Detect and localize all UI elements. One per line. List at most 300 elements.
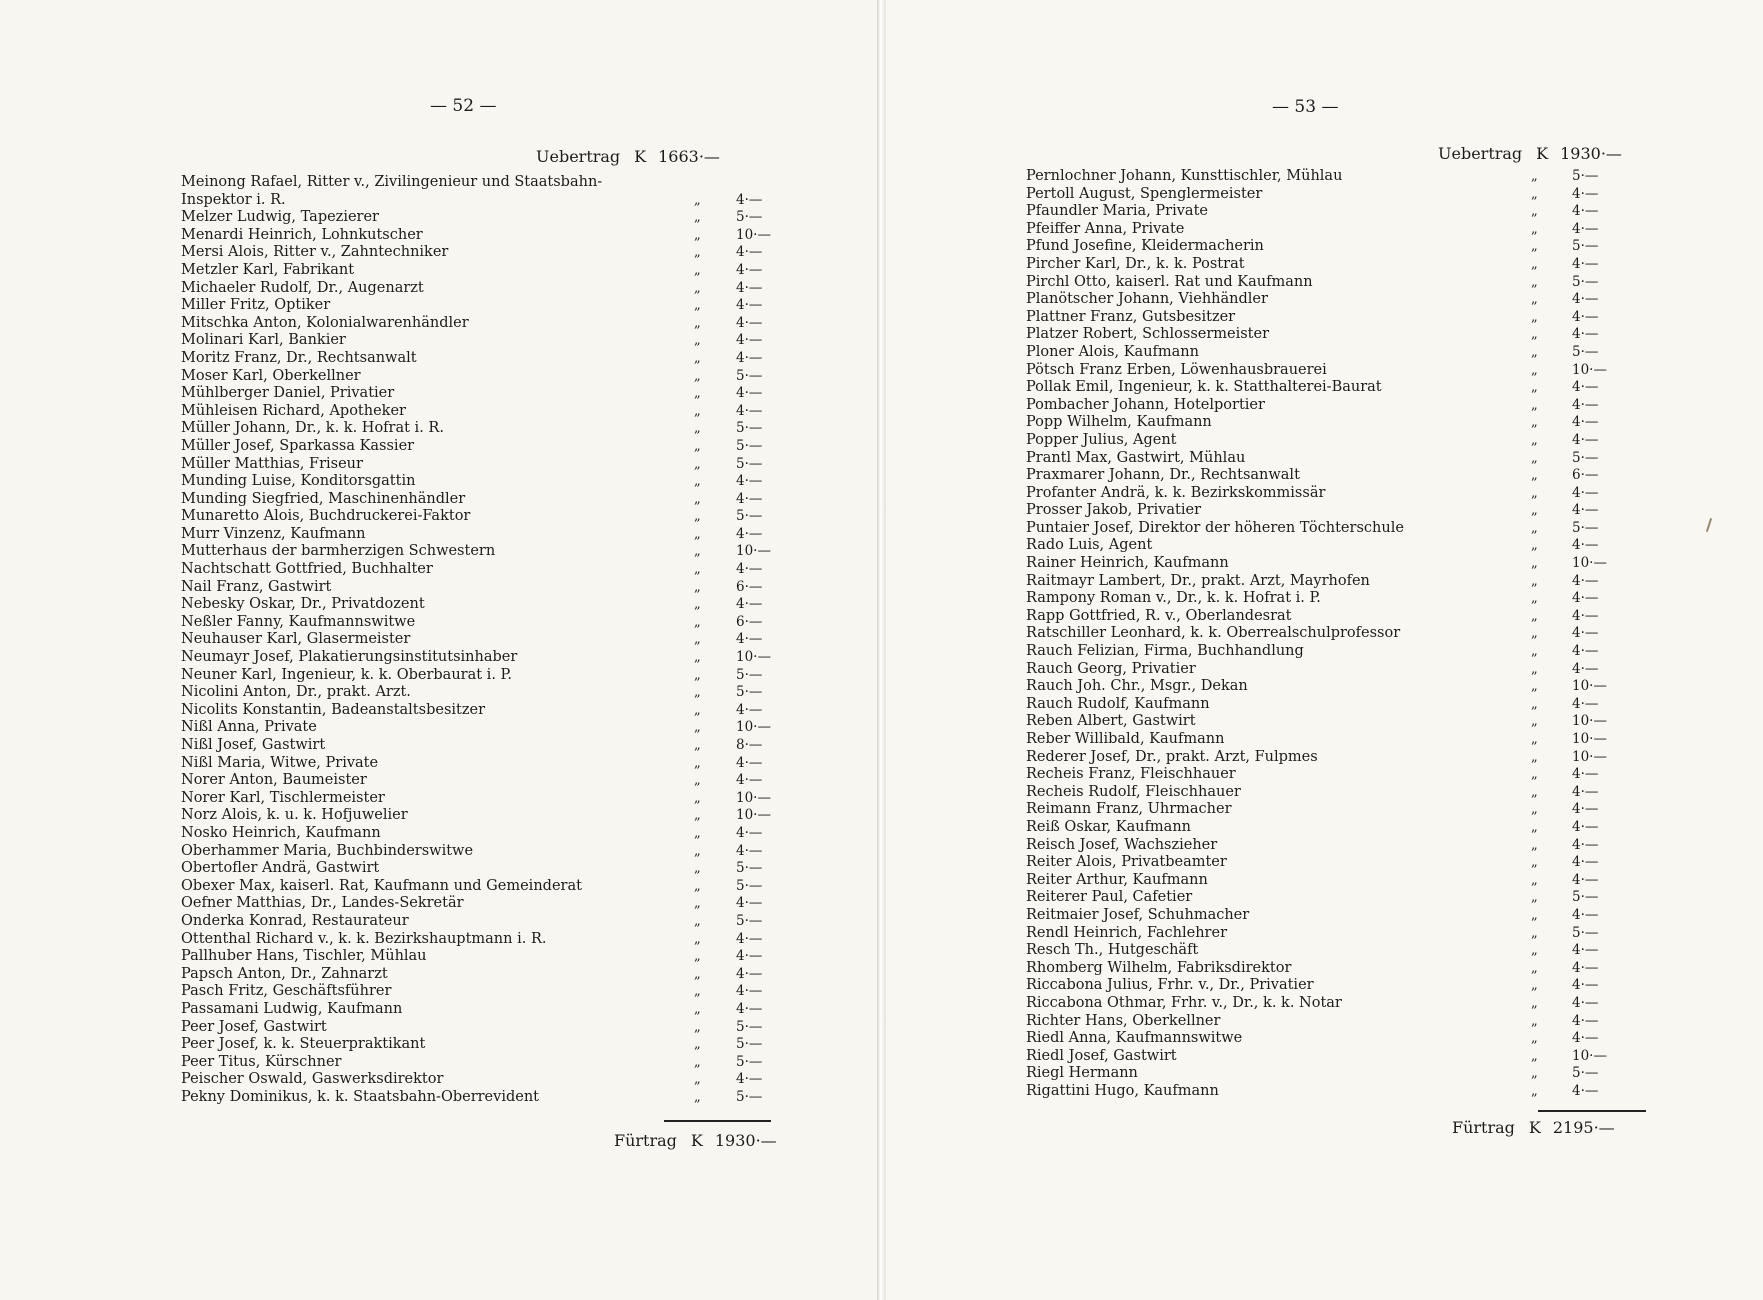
list-item: [181, 755, 821, 773]
donor-name: Rigattini Hugo, Kaufmann: [1026, 1082, 1219, 1099]
donor-name: Michaeler Rudolf, Dr., Augenarzt: [181, 279, 424, 296]
ditto-mark: „: [1531, 327, 1538, 343]
list-item: [181, 350, 821, 368]
ditto-mark: „: [694, 685, 701, 701]
list-item: [181, 244, 821, 262]
ditto-mark: „: [694, 456, 701, 472]
donation-amount: 10·—: [1572, 748, 1607, 765]
donation-amount: 4·—: [1572, 871, 1599, 888]
ditto-mark: „: [1531, 292, 1538, 308]
ditto-mark: „: [694, 350, 701, 366]
list-item: [1026, 221, 1666, 239]
carry-out-label: Fürtrag: [614, 1131, 677, 1150]
donation-amount: 5·—: [736, 666, 763, 683]
donation-amount: 10·—: [1572, 713, 1607, 730]
list-item: [181, 983, 821, 1001]
ditto-mark: „: [1531, 907, 1538, 923]
donation-amount: 10·—: [736, 649, 771, 666]
donation-amount: 4·—: [1572, 783, 1599, 800]
list-item: [181, 913, 821, 931]
ditto-mark: „: [694, 210, 701, 226]
ditto-mark: „: [1531, 485, 1538, 501]
list-item: [181, 543, 821, 561]
donor-name: Munding Siegfried, Maschinenhändler: [181, 490, 466, 507]
ditto-mark: „: [694, 1001, 701, 1017]
ditto-mark: „: [1531, 1048, 1538, 1064]
list-item: [1026, 485, 1666, 503]
donor-name: Pertoll August, Spenglermeister: [1026, 185, 1263, 202]
ditto-mark: „: [694, 984, 701, 1000]
donor-name: Raitmayr Lambert, Dr., prakt. Arzt, Mayrhofen: [1026, 572, 1370, 589]
list-item: [181, 667, 821, 685]
donor-name: Rauch Joh. Chr., Msgr., Dekan: [1026, 678, 1248, 695]
donor-name: Mersi Alois, Ritter v., Zahntechniker: [181, 244, 449, 261]
list-item: [181, 227, 821, 245]
donor-name: Papsch Anton, Dr., Zahnarzt: [181, 965, 388, 982]
donation-amount: 4·—: [736, 983, 763, 1000]
donor-name: Resch Th., Hutgeschäft: [1026, 942, 1199, 959]
donation-amount: 5·—: [736, 912, 763, 929]
ditto-mark: „: [694, 1054, 701, 1070]
donation-amount: 4·—: [736, 561, 763, 578]
list-item: [181, 508, 821, 526]
donation-amount: 4·—: [736, 314, 763, 331]
ditto-mark: „: [1531, 239, 1538, 255]
ditto-mark: „: [694, 790, 701, 806]
donation-amount: 4·—: [736, 297, 763, 314]
ditto-mark: „: [1531, 397, 1538, 413]
donor-name: Nißl Josef, Gastwirt: [181, 737, 326, 753]
donor-name: Munaretto Alois, Buchdruckerei-Faktor: [181, 508, 471, 525]
list-item: [1026, 1065, 1666, 1083]
donation-amount: 5·—: [1572, 168, 1599, 184]
list-item: [1026, 766, 1666, 784]
list-item: [1026, 713, 1666, 731]
ditto-mark: „: [1531, 960, 1538, 976]
list-item: [1026, 872, 1666, 890]
donor-name: Norer Anton, Baumeister: [181, 772, 367, 789]
donation-amount: 5·—: [736, 209, 763, 226]
donor-name: Pallhuber Hans, Tischler, Mühlau: [181, 948, 427, 965]
list-item: [1026, 502, 1666, 520]
donor-name: Rauch Georg, Privatier: [1026, 660, 1196, 677]
donor-name: Meinong Rafael, Ritter v., Zivilingenieur und Staatsbahn-: [181, 174, 603, 190]
ditto-mark: „: [694, 298, 701, 314]
list-item: [1026, 467, 1666, 485]
donation-amount: 5·—: [1572, 449, 1599, 466]
donor-name: Rauch Felizian, Firma, Buchhandlung: [1026, 643, 1304, 660]
ditto-mark: „: [694, 896, 701, 912]
list-item: [1026, 625, 1666, 643]
donor-list: [1026, 168, 1666, 1100]
list-item: [181, 385, 821, 403]
donation-amount: 4·—: [1572, 1030, 1599, 1047]
ditto-mark: „: [1531, 362, 1538, 378]
donation-amount: 5·—: [1572, 343, 1599, 360]
ditto-mark: „: [694, 702, 701, 718]
donation-amount: 4·—: [736, 490, 763, 507]
ditto-mark: „: [694, 386, 701, 402]
donation-amount: 4·—: [1572, 484, 1599, 501]
list-item: [181, 491, 821, 509]
donor-name: Neumayr Josef, Plakatierungsinstitutsinhaber: [181, 649, 518, 666]
list-item: [181, 332, 821, 350]
donor-name: Reber Willibald, Kaufmann: [1026, 731, 1225, 747]
ditto-mark: „: [1531, 943, 1538, 959]
list-item: [1026, 379, 1666, 397]
donation-amount: 10·—: [1572, 678, 1607, 695]
list-item: [1026, 1013, 1666, 1031]
ditto-mark: „: [1531, 538, 1538, 554]
sum-rule: [664, 1120, 771, 1122]
donor-name: Moritz Franz, Dr., Rechtsanwalt: [181, 349, 417, 366]
ditto-mark: „: [694, 227, 701, 243]
list-item: [1026, 1083, 1666, 1101]
list-item: [1026, 942, 1666, 960]
donation-amount: 8·—: [736, 737, 763, 753]
ditto-mark: „: [694, 491, 701, 507]
donor-name: Profanter Andrä, k. k. Bezirkskommissär: [1026, 484, 1326, 501]
donor-name: Rhomberg Wilhelm, Fabriksdirektor: [1026, 959, 1292, 976]
ditto-mark: „: [1531, 767, 1538, 783]
ditto-mark: „: [1531, 696, 1538, 712]
ditto-mark: „: [694, 913, 701, 929]
carry-out-line: [614, 1131, 777, 1150]
donor-name: Inspektor i. R.: [181, 191, 286, 208]
list-item: [1026, 925, 1666, 943]
donor-name: Nißl Maria, Witwe, Private: [181, 754, 379, 771]
donor-name: Mühleisen Richard, Apotheker: [181, 402, 406, 419]
list-item: [1026, 256, 1666, 274]
ditto-mark: „: [694, 509, 701, 525]
ditto-mark: „: [694, 245, 701, 261]
ditto-mark: „: [1531, 468, 1538, 484]
donation-amount: 4·—: [1572, 942, 1599, 959]
carry-in-amount: 1930·—: [1560, 144, 1622, 163]
list-item: [1026, 573, 1666, 591]
donor-name: Müller Matthias, Friseur: [181, 455, 363, 472]
list-item: [1026, 203, 1666, 221]
ditto-mark: „: [694, 262, 701, 278]
ditto-mark: „: [694, 421, 701, 437]
list-item: [181, 596, 821, 614]
donor-name: Melzer Ludwig, Tapezierer: [181, 209, 379, 226]
donation-amount: 5·—: [736, 455, 763, 472]
list-item: [1026, 238, 1666, 256]
ditto-mark: „: [1531, 380, 1538, 396]
donor-list: [181, 174, 821, 1106]
ditto-mark: „: [694, 825, 701, 841]
donation-amount: 4·—: [736, 596, 763, 613]
donor-name: Puntaier Josef, Direktor der höheren Töchterschule: [1026, 519, 1404, 536]
list-item: [1026, 889, 1666, 907]
list-item: [1026, 907, 1666, 925]
list-item: [1026, 678, 1666, 696]
donation-amount: 4·—: [736, 261, 763, 278]
list-item: [181, 878, 821, 896]
donor-name: Pfeiffer Anna, Private: [1026, 220, 1185, 237]
carry-out-line: [1452, 1118, 1615, 1137]
donation-amount: 4·—: [1572, 660, 1599, 677]
list-item: [181, 403, 821, 421]
donor-name: Prosser Jakob, Privatier: [1026, 502, 1202, 519]
donor-name: Rederer Josef, Dr., prakt. Arzt, Fulpmes: [1026, 748, 1318, 765]
ditto-mark: „: [694, 403, 701, 419]
donation-amount: 4·—: [1572, 818, 1599, 835]
donor-name: Nail Franz, Gastwirt: [181, 578, 332, 595]
donor-name: Peischer Oswald, Gaswerksdirektor: [181, 1071, 444, 1088]
donor-name: Prantl Max, Gastwirt, Mühlau: [1026, 449, 1246, 466]
ditto-mark: „: [694, 1019, 701, 1035]
donation-amount: 4·—: [1572, 994, 1599, 1011]
list-item: [181, 262, 821, 280]
donor-name: Munding Luise, Konditorsgattin: [181, 473, 416, 490]
donation-amount: 4·—: [736, 631, 763, 648]
page-left: [0, 0, 877, 1300]
list-item: [1026, 168, 1666, 186]
donor-name: Peer Josef, k. k. Steuerpraktikant: [181, 1036, 426, 1053]
list-item: [1026, 450, 1666, 468]
donation-amount: 5·—: [736, 860, 763, 877]
ditto-mark: „: [1531, 169, 1538, 184]
donor-name: Passamani Ludwig, Kaufmann: [181, 1000, 403, 1017]
donation-amount: 4·—: [736, 948, 763, 965]
donor-name: Molinari Karl, Bankier: [181, 332, 346, 349]
list-item: [181, 807, 821, 825]
list-item: [181, 174, 821, 192]
list-item: [1026, 749, 1666, 767]
donor-name: Peer Titus, Kürschner: [181, 1053, 342, 1070]
ditto-mark: „: [694, 878, 701, 894]
donation-amount: 4·—: [1572, 255, 1599, 272]
list-item: [181, 315, 821, 333]
donor-name: Rendl Heinrich, Fachlehrer: [1026, 924, 1227, 941]
donation-amount: 4·—: [1572, 203, 1599, 220]
donor-name: Recheis Rudolf, Fleischhauer: [1026, 783, 1241, 800]
list-item: [1026, 520, 1666, 538]
donation-amount: 4·—: [1572, 625, 1599, 642]
donation-amount: 5·—: [736, 367, 763, 384]
donation-amount: 4·—: [736, 842, 763, 859]
list-item: [181, 280, 821, 298]
donation-amount: 4·—: [736, 701, 763, 718]
list-item: [1026, 731, 1666, 749]
donation-amount: 4·—: [736, 824, 763, 841]
donation-amount: 4·—: [1572, 220, 1599, 237]
carry-in-line: [536, 147, 720, 166]
ditto-mark: „: [694, 720, 701, 736]
list-item: [1026, 854, 1666, 872]
ditto-mark: „: [1531, 309, 1538, 325]
list-item: [1026, 291, 1666, 309]
donor-name: Reitmaier Josef, Schuhmacher: [1026, 906, 1250, 923]
ditto-mark: „: [694, 280, 701, 296]
list-item: [181, 684, 821, 702]
list-item: [1026, 274, 1666, 292]
donation-amount: 5·—: [736, 420, 763, 437]
donor-name: Nicolits Konstantin, Badeanstaltsbesitzer: [181, 701, 485, 718]
list-item: [181, 1001, 821, 1019]
donation-amount: 4·—: [1572, 1012, 1599, 1029]
ditto-mark: „: [694, 808, 701, 824]
page-right: [886, 0, 1763, 1300]
donor-name: Pirchl Otto, kaiserl. Rat und Kaufmann: [1026, 273, 1313, 290]
donation-amount: 4·—: [736, 385, 763, 402]
donor-name: Reben Albert, Gastwirt: [1026, 713, 1196, 730]
ditto-mark: „: [1531, 591, 1538, 607]
ditto-mark: „: [1531, 221, 1538, 237]
donation-amount: 5·—: [736, 1036, 763, 1053]
list-item: [181, 895, 821, 913]
donation-amount: 5·—: [736, 684, 763, 701]
donor-name: Rainer Heinrich, Kaufmann: [1026, 555, 1229, 572]
donor-name: Neuhauser Karl, Glasermeister: [181, 631, 411, 648]
ditto-mark: „: [1531, 432, 1538, 448]
list-item: [1026, 643, 1666, 661]
list-item: [181, 649, 821, 667]
donation-amount: 6·—: [736, 613, 763, 630]
donor-name: Pasch Fritz, Geschäftsführer: [181, 983, 392, 1000]
donor-name: Rauch Rudolf, Kaufmann: [1026, 695, 1210, 712]
ditto-mark: „: [694, 755, 701, 771]
ditto-mark: „: [1531, 679, 1538, 695]
ditto-mark: „: [694, 614, 701, 630]
list-item: [1026, 1048, 1666, 1066]
donor-name: Riegl Hermann: [1026, 1065, 1138, 1082]
list-item: [1026, 590, 1666, 608]
ditto-mark: „: [694, 738, 701, 753]
donor-name: Murr Vinzenz, Kaufmann: [181, 525, 366, 542]
list-item: [181, 192, 821, 210]
sum-rule: [1538, 1110, 1646, 1112]
donor-name: Plattner Franz, Gutsbesitzer: [1026, 308, 1236, 325]
ditto-mark: „: [694, 562, 701, 578]
donation-amount: 4·—: [1572, 537, 1599, 554]
list-item: [1026, 397, 1666, 415]
ditto-mark: „: [694, 597, 701, 613]
donor-name: Reisch Josef, Wachszieher: [1026, 836, 1218, 853]
list-item: [1026, 1030, 1666, 1048]
ditto-mark: „: [694, 438, 701, 454]
list-item: [1026, 977, 1666, 995]
ditto-mark: „: [694, 579, 701, 595]
list-item: [181, 772, 821, 790]
donor-name: Riedl Anna, Kaufmannswitwe: [1026, 1030, 1243, 1047]
donor-name: Oefner Matthias, Dr., Landes-Sekretär: [181, 895, 464, 912]
list-item: [1026, 555, 1666, 573]
donor-name: Reiter Alois, Privatbeamter: [1026, 854, 1227, 871]
ditto-mark: „: [1531, 186, 1538, 202]
list-item: [181, 1054, 821, 1072]
list-item: [181, 1071, 821, 1089]
donation-amount: 4·—: [1572, 695, 1599, 712]
donor-name: Obexer Max, kaiserl. Rat, Kaufmann und Gemeinderat: [181, 877, 582, 894]
ditto-mark: „: [1531, 1013, 1538, 1029]
donor-name: Pötsch Franz Erben, Löwenhausbrauerei: [1026, 361, 1327, 378]
donor-name: Reimann Franz, Uhrmacher: [1026, 801, 1232, 818]
donation-amount: 4·—: [736, 349, 763, 366]
donation-amount: 4·—: [1572, 643, 1599, 660]
donation-amount: 4·—: [1572, 185, 1599, 202]
donation-amount: 4·—: [1572, 801, 1599, 818]
donation-amount: 10·—: [736, 789, 771, 806]
carry-in-label: Uebertrag: [536, 147, 621, 166]
donor-name: Obertofler Andrä, Gastwirt: [181, 860, 380, 877]
donation-amount: 4·—: [1572, 977, 1599, 994]
list-item: [1026, 661, 1666, 679]
ditto-mark: „: [694, 192, 701, 208]
carry-out-amount: 2195·—: [1552, 1118, 1615, 1137]
donation-amount: 5·—: [736, 1088, 763, 1105]
donation-amount: 5·—: [736, 1053, 763, 1070]
list-item: [181, 702, 821, 720]
list-item: [181, 368, 821, 386]
list-item: [1026, 960, 1666, 978]
list-item: [1026, 362, 1666, 380]
ditto-mark: „: [1531, 925, 1538, 941]
donor-name: Reiterer Paul, Cafetier: [1026, 889, 1193, 906]
ditto-mark: „: [1531, 626, 1538, 642]
donor-name: Nicolini Anton, Dr., prakt. Arzt.: [181, 684, 411, 701]
ditto-mark: „: [1531, 204, 1538, 220]
ditto-mark: „: [694, 966, 701, 982]
donor-name: Moser Karl, Oberkellner: [181, 367, 361, 384]
donor-name: Pfaundler Maria, Private: [1026, 203, 1208, 220]
list-item: [181, 614, 821, 632]
donor-name: Müller Josef, Sparkassa Kassier: [181, 437, 415, 454]
donor-name: Nebesky Oskar, Dr., Privatdozent: [181, 596, 425, 613]
list-item: [181, 209, 821, 227]
donation-amount: 4·—: [736, 279, 763, 296]
donation-amount: 4·—: [736, 473, 763, 490]
ditto-mark: „: [1531, 837, 1538, 853]
donation-amount: 5·—: [736, 508, 763, 525]
donation-amount: 4·—: [1572, 836, 1599, 853]
donation-amount: 10·—: [1572, 731, 1607, 747]
donation-amount: 4·—: [736, 1000, 763, 1017]
list-item: [181, 931, 821, 949]
donation-amount: 5·—: [1572, 273, 1599, 290]
ditto-mark: „: [1531, 661, 1538, 677]
donor-name: Pernlochner Johann, Kunsttischler, Mühlau: [1026, 168, 1343, 184]
donation-amount: 4·—: [1572, 854, 1599, 871]
donor-name: Oberhammer Maria, Buchbinderswitwe: [181, 842, 474, 859]
donor-name: Ratschiller Leonhard, k. k. Oberrealschulprofessor: [1026, 625, 1401, 642]
list-item: [181, 790, 821, 808]
donor-name: Recheis Franz, Fleischhauer: [1026, 766, 1236, 783]
ditto-mark: „: [694, 843, 701, 859]
ditto-mark: „: [1531, 890, 1538, 906]
list-item: [181, 825, 821, 843]
donation-amount: 4·—: [1572, 1082, 1599, 1099]
donation-amount: 4·—: [736, 930, 763, 947]
list-item: [181, 438, 821, 456]
list-item: [1026, 995, 1666, 1013]
donor-name: Müller Johann, Dr., k. k. Hofrat i. R.: [181, 420, 444, 437]
donation-amount: 6·—: [1572, 467, 1599, 484]
ditto-mark: „: [694, 949, 701, 965]
ditto-mark: „: [1531, 256, 1538, 272]
list-item: [1026, 784, 1666, 802]
donor-name: Planötscher Johann, Viehhändler: [1026, 291, 1268, 308]
ditto-mark: „: [1531, 520, 1538, 536]
list-item: [181, 1089, 821, 1107]
donation-amount: 5·—: [1572, 519, 1599, 536]
currency-label: K: [1536, 144, 1549, 163]
list-item: [1026, 537, 1666, 555]
donor-name: Ploner Alois, Kaufmann: [1026, 343, 1199, 360]
donation-amount: 10·—: [736, 719, 771, 736]
